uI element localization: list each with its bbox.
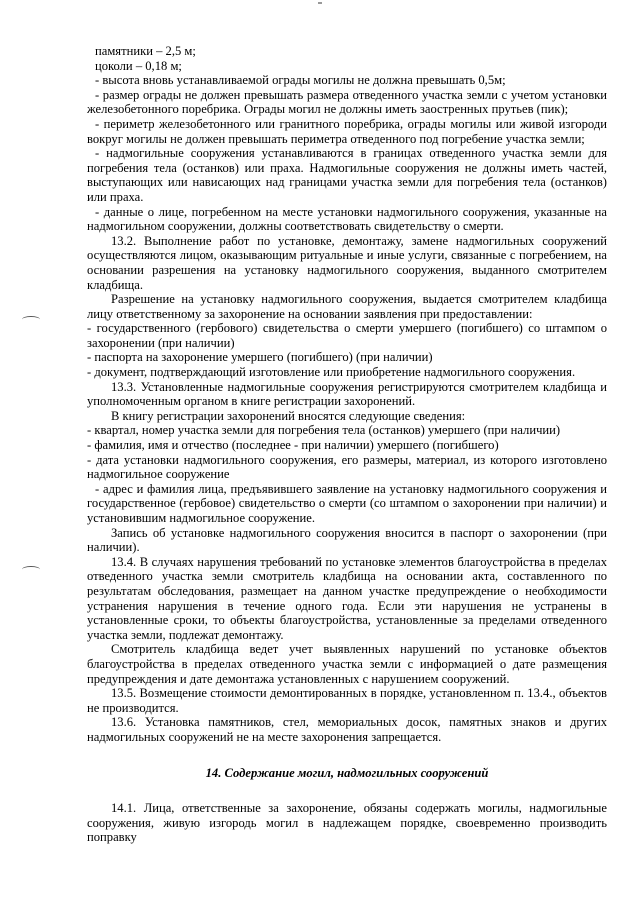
- section-heading: 14. Содержание могил, надмогильных сооружений: [205, 765, 489, 780]
- margin-mark: [22, 316, 40, 323]
- paragraph: Запись об установке надмогильного сооружения вносится в паспорт о захоронении (при наличии).: [87, 525, 607, 555]
- document-page: [87, 44, 607, 845]
- paragraph: - периметр железобетонного или гранитного поребрика, ограды могилы или живой изгороди вокруг могилы не должен превышать периметра отведенного под погребение участка земли;: [87, 116, 607, 146]
- paragraph: 13.2. Выполнение работ по установке, демонтажу, замене надмогильных сооружений осуществляются лицом, оказывающим ритуальные и иные услуги, связанные с погребением, на основании разрешения на установку надмогильного сооружения, выданного смотрителем кладбища.: [87, 233, 607, 292]
- paragraph: 14.1. Лица, ответственные за захоронение, обязаны содержать могилы, надмогильные сооружения, живую изгородь могил в надлежащем порядке, своевременно производить поправку: [87, 801, 607, 845]
- paragraph: - высота вновь устанавливаемой ограды могилы не должна превышать 0,5м;: [95, 73, 506, 88]
- paragraph: цоколи – 0,18 м;: [95, 58, 182, 73]
- paragraph: 13.3. Установленные надмогильные сооружения регистрируются смотрителем кладбища и уполномоченным органом в книге регистрации захоронений.: [87, 379, 607, 409]
- paragraph: - дата установки надмогильного сооружения, его размеры, материал, из которого изготовлено надмогильное сооружение: [87, 452, 607, 482]
- paragraph: 13.6. Установка памятников, стел, мемориальных досок, памятных знаков и других надмогильных сооружений не на месте захоронения запрещается.: [87, 715, 607, 744]
- paragraph: памятники – 2,5 м;: [95, 44, 196, 58]
- document-body: [87, 44, 607, 745]
- paragraph: - паспорта на захоронение умершего (погибшего) (при наличии): [87, 350, 433, 365]
- paragraph: - надмогильные сооружения устанавливаются в границах отведенного участка земли для погребения тела (останков) или праха. Надмогильные сооружения не должны иметь частей, выступающих или нависающих над границами участка земли для погребения тела (останков) или праха.: [87, 146, 607, 204]
- scan-artifact: [318, 2, 322, 4]
- paragraph: Смотритель кладбища ведет учет выявленных нарушений по установке объектов благоустройства в пределах отведенного участка земли с информацией о дате размещения предупреждения и дате демонтажа установленных с нарушением сооружений.: [87, 642, 607, 686]
- paragraph: - фамилия, имя и отчество (последнее - при наличии) умершего (погибшего): [87, 438, 499, 453]
- paragraph: - документ, подтверждающий изготовление или приобретение надмогильного сооружения.: [87, 365, 576, 380]
- paragraph: - размер ограды не должен превышать размера отведенного участка земли с учетом установки железобетонного поребрика. Ограды могил не должны иметь заостренных прутьев (пик);: [87, 87, 607, 117]
- paragraph: - государственного (гербового) свидетельства о смерти умершего (погибшего) со штампом о захоронении (при наличии): [87, 321, 607, 350]
- paragraph: - данные о лице, погребенном на месте установки надмогильного сооружения, указанные на надмогильном сооружении, должны соответствовать свидетельству о смерти.: [87, 204, 607, 234]
- margin-mark: [22, 566, 40, 573]
- paragraph: - адрес и фамилия лица, предъявившего заявление на установку надмогильного сооружения и государственное (гербовое) свидетельство о смерти (со штампом о захоронении при наличии) и установившим надмогильное сооружение.: [87, 481, 607, 525]
- paragraph: 13.5. Возмещение стоимости демонтированных в порядке, установленном п. 13.4., объектов не производится.: [87, 686, 607, 715]
- paragraph: В книгу регистрации захоронений вносятся следующие сведения:: [111, 408, 466, 423]
- paragraph: - квартал, номер участка земли для погребения тела (останков) умершего (при наличии): [87, 423, 561, 438]
- paragraph: 13.4. В случаях нарушения требований по установке элементов благоустройства в пределах отведенного участка земли смотритель кладбища на основании акта, составленного по результатам обследования, размещает на данном участке предупреждение о необходимости устранения нарушения в течение одного года. Если эти нарушения не устранены в установленные сроки, то объекты благоустройства, установленные за пределами отведенного участка земли, подлежат демонтажу.: [87, 554, 607, 642]
- paragraph: Разрешение на установку надмогильного сооружения, выдается смотрителем кладбища лицу ответственному за захоронение на основании заявления при предоставлении:: [87, 292, 607, 321]
